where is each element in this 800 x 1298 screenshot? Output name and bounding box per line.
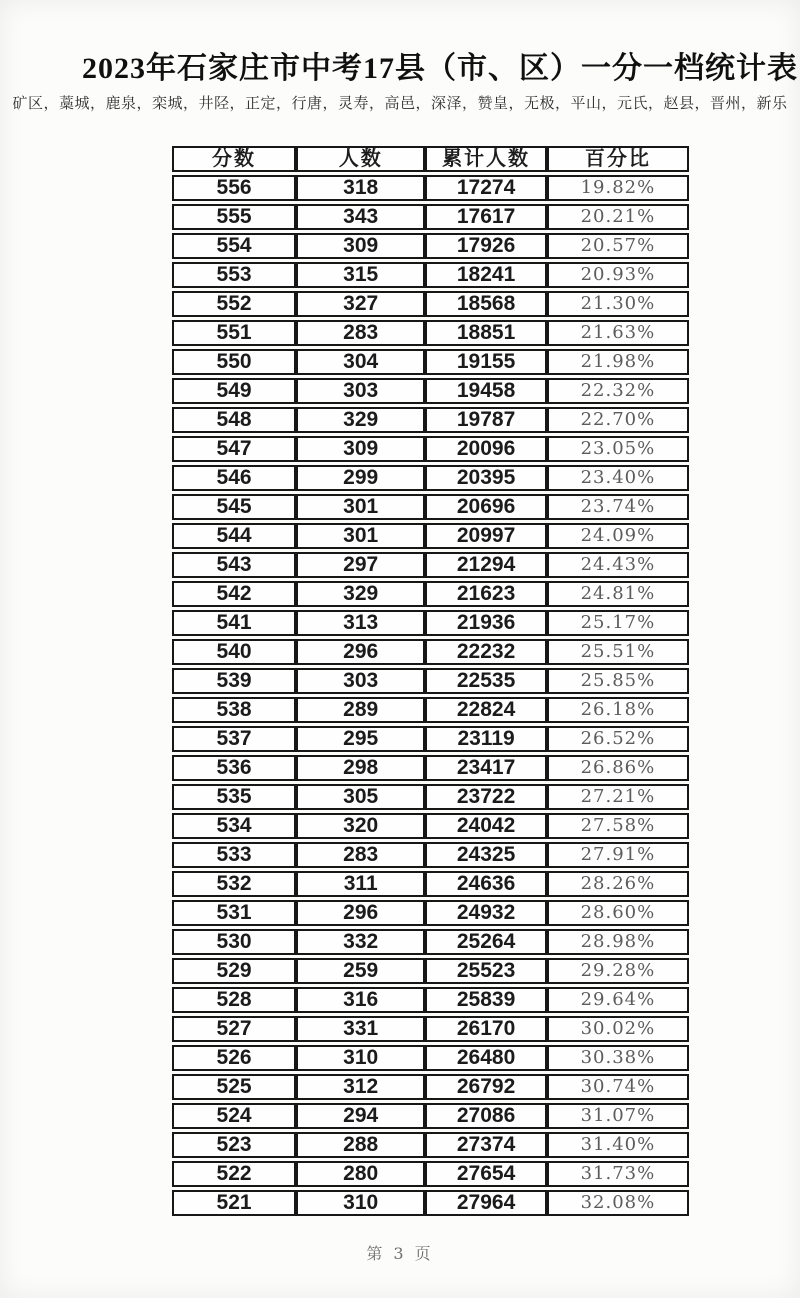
table-row: [172, 813, 689, 839]
count-cell: 310: [296, 1190, 425, 1216]
table-row: [172, 204, 689, 230]
score-cell: 538: [172, 697, 296, 723]
count-cell: 311: [296, 871, 425, 897]
score-cell: 548: [172, 407, 296, 433]
score-header: 分数: [172, 146, 296, 172]
table-row: [172, 1074, 689, 1100]
percentage-cell: 27.58%: [547, 813, 689, 839]
cumulative-cell: 21623: [425, 581, 546, 607]
count-cell: 318: [296, 175, 425, 201]
percentage-cell: 30.38%: [547, 1045, 689, 1071]
count-cell: 259: [296, 958, 425, 984]
score-cell: 540: [172, 639, 296, 665]
score-cell: 525: [172, 1074, 296, 1100]
count-cell: 312: [296, 1074, 425, 1100]
score-cell: 531: [172, 900, 296, 926]
table-row: [172, 262, 689, 288]
percentage-cell: 25.51%: [547, 639, 689, 665]
count-cell: 309: [296, 436, 425, 462]
cumulative-cell: 20395: [425, 465, 546, 491]
table-row: [172, 494, 689, 520]
score-cell: 547: [172, 436, 296, 462]
table-row: [172, 378, 689, 404]
table-row: [172, 349, 689, 375]
count-cell: 329: [296, 581, 425, 607]
count-cell: 331: [296, 1016, 425, 1042]
count-cell: 289: [296, 697, 425, 723]
score-cell: 532: [172, 871, 296, 897]
score-cell: 529: [172, 958, 296, 984]
cumulative-cell: 27964: [425, 1190, 546, 1216]
table-row: [172, 639, 689, 665]
score-cell: 553: [172, 262, 296, 288]
cumulative-cell: 22535: [425, 668, 546, 694]
count-cell: 283: [296, 320, 425, 346]
score-cell: 545: [172, 494, 296, 520]
count-cell: 332: [296, 929, 425, 955]
percentage-cell: 23.05%: [547, 436, 689, 462]
cumulative-cell: 22824: [425, 697, 546, 723]
table-row: [172, 871, 689, 897]
cumulative-cell: 19155: [425, 349, 546, 375]
count-cell: 296: [296, 900, 425, 926]
cumulative-cell: 21294: [425, 552, 546, 578]
table-row: [172, 523, 689, 549]
table-row: [172, 784, 689, 810]
cumulative-cell: 24325: [425, 842, 546, 868]
count-cell: 297: [296, 552, 425, 578]
percentage-cell: 26.52%: [547, 726, 689, 752]
table-row: [172, 1132, 689, 1158]
cumulative-cell: 24042: [425, 813, 546, 839]
score-table: [172, 143, 689, 1219]
page-title: 2023年石家庄市中考17县（市、区）一分一档统计表: [82, 52, 798, 85]
count-cell: 280: [296, 1161, 425, 1187]
percentage-cell: 21.63%: [547, 320, 689, 346]
cumulative-cell: 17274: [425, 175, 546, 201]
score-cell: 539: [172, 668, 296, 694]
percentage-cell: 20.93%: [547, 262, 689, 288]
count-cell: 283: [296, 842, 425, 868]
score-cell: 555: [172, 204, 296, 230]
percentage-cell: 21.98%: [547, 349, 689, 375]
score-cell: 541: [172, 610, 296, 636]
score-cell: 549: [172, 378, 296, 404]
page-footer: 第 3 页: [366, 1244, 434, 1263]
count-cell: 316: [296, 987, 425, 1013]
cumulative-cell: 27374: [425, 1132, 546, 1158]
count-cell: 305: [296, 784, 425, 810]
cumulative-cell: 27654: [425, 1161, 546, 1187]
table-row: [172, 842, 689, 868]
table-row: [172, 291, 689, 317]
table-row: [172, 958, 689, 984]
cumulative-cell: 25523: [425, 958, 546, 984]
percentage-cell: 28.26%: [547, 871, 689, 897]
score-cell: 521: [172, 1190, 296, 1216]
cumulative-cell: 17617: [425, 204, 546, 230]
percentage-cell: 32.08%: [547, 1190, 689, 1216]
count-cell: 303: [296, 668, 425, 694]
count-cell: 315: [296, 262, 425, 288]
percentage-cell: 27.21%: [547, 784, 689, 810]
count-cell: 329: [296, 407, 425, 433]
percentage-cell: 29.28%: [547, 958, 689, 984]
count-header: 人数: [296, 146, 425, 172]
score-cell: 543: [172, 552, 296, 578]
percentage-cell: 24.43%: [547, 552, 689, 578]
percentage-cell: 23.40%: [547, 465, 689, 491]
cumulative-cell: 18568: [425, 291, 546, 317]
table-row: [172, 233, 689, 259]
percentage-cell: 19.82%: [547, 175, 689, 201]
cumulative-cell: 24636: [425, 871, 546, 897]
score-cell: 552: [172, 291, 296, 317]
percentage-cell: 31.07%: [547, 1103, 689, 1129]
table-row: [172, 1045, 689, 1071]
count-cell: 299: [296, 465, 425, 491]
cumulative-cell: 20696: [425, 494, 546, 520]
count-cell: 309: [296, 233, 425, 259]
table-row: [172, 320, 689, 346]
percentage-cell: 21.30%: [547, 291, 689, 317]
cumulative-cell: 20096: [425, 436, 546, 462]
count-cell: 296: [296, 639, 425, 665]
score-cell: 550: [172, 349, 296, 375]
cumulative-cell: 21936: [425, 610, 546, 636]
percentage-cell: 22.70%: [547, 407, 689, 433]
score-cell: 554: [172, 233, 296, 259]
cumulative-cell: 25839: [425, 987, 546, 1013]
table-row: [172, 552, 689, 578]
percentage-cell: 29.64%: [547, 987, 689, 1013]
count-cell: 298: [296, 755, 425, 781]
cumulative-cell: 18851: [425, 320, 546, 346]
cumulative-cell: 20997: [425, 523, 546, 549]
percentage-cell: 27.91%: [547, 842, 689, 868]
count-cell: 320: [296, 813, 425, 839]
cumulative-cell: 17926: [425, 233, 546, 259]
percentage-cell: 22.32%: [547, 378, 689, 404]
score-cell: 534: [172, 813, 296, 839]
cumulative-cell: 23417: [425, 755, 546, 781]
count-cell: 295: [296, 726, 425, 752]
table-row: [172, 900, 689, 926]
table-row: [172, 697, 689, 723]
percentage-cell: 25.85%: [547, 668, 689, 694]
table-row: [172, 755, 689, 781]
score-cell: 536: [172, 755, 296, 781]
score-cell: 542: [172, 581, 296, 607]
cumulative-cell: 27086: [425, 1103, 546, 1129]
table-row: [172, 668, 689, 694]
percentage-cell: 30.02%: [547, 1016, 689, 1042]
cumulative-cell: 22232: [425, 639, 546, 665]
count-cell: 304: [296, 349, 425, 375]
score-cell: 523: [172, 1132, 296, 1158]
percentage-cell: 26.86%: [547, 755, 689, 781]
table-row: [172, 610, 689, 636]
score-cell: 527: [172, 1016, 296, 1042]
table-row: [172, 1190, 689, 1216]
score-cell: 526: [172, 1045, 296, 1071]
table-row: [172, 581, 689, 607]
count-cell: 301: [296, 494, 425, 520]
cumulative-cell: 26480: [425, 1045, 546, 1071]
count-cell: 303: [296, 378, 425, 404]
score-cell: 528: [172, 987, 296, 1013]
percentage-cell: 31.40%: [547, 1132, 689, 1158]
score-cell: 556: [172, 175, 296, 201]
score-cell: 535: [172, 784, 296, 810]
percentage-cell: 28.60%: [547, 900, 689, 926]
table-row: [172, 436, 689, 462]
score-cell: 530: [172, 929, 296, 955]
count-cell: 294: [296, 1103, 425, 1129]
cumulative-cell: 25264: [425, 929, 546, 955]
table-row: [172, 1103, 689, 1129]
percentage-cell: 26.18%: [547, 697, 689, 723]
score-cell: 522: [172, 1161, 296, 1187]
table-row: [172, 1016, 689, 1042]
cumulative-header: 累计人数: [425, 146, 546, 172]
cumulative-cell: 23722: [425, 784, 546, 810]
score-cell: 537: [172, 726, 296, 752]
count-cell: 310: [296, 1045, 425, 1071]
cumulative-cell: 24932: [425, 900, 546, 926]
percentage-cell: 20.57%: [547, 233, 689, 259]
cumulative-cell: 26792: [425, 1074, 546, 1100]
score-cell: 544: [172, 523, 296, 549]
score-cell: 551: [172, 320, 296, 346]
score-cell: 533: [172, 842, 296, 868]
percentage-cell: 24.81%: [547, 581, 689, 607]
cumulative-cell: 26170: [425, 1016, 546, 1042]
percentage-cell: 20.21%: [547, 204, 689, 230]
table-row: [172, 175, 689, 201]
table-row: [172, 987, 689, 1013]
count-cell: 343: [296, 204, 425, 230]
table-row: [172, 407, 689, 433]
percentage-cell: 30.74%: [547, 1074, 689, 1100]
table-header-row: [172, 146, 689, 172]
percentage-cell: 31.73%: [547, 1161, 689, 1187]
count-cell: 313: [296, 610, 425, 636]
percentage-cell: 28.98%: [547, 929, 689, 955]
percentage-header: 百分比: [547, 146, 689, 172]
percentage-cell: 24.09%: [547, 523, 689, 549]
percentage-cell: 23.74%: [547, 494, 689, 520]
table-row: [172, 929, 689, 955]
cumulative-cell: 18241: [425, 262, 546, 288]
table-body: [172, 175, 689, 1216]
cumulative-cell: 19787: [425, 407, 546, 433]
percentage-cell: 25.17%: [547, 610, 689, 636]
cumulative-cell: 23119: [425, 726, 546, 752]
cumulative-cell: 19458: [425, 378, 546, 404]
table-row: [172, 465, 689, 491]
table-row: [172, 1161, 689, 1187]
score-cell: 546: [172, 465, 296, 491]
count-cell: 327: [296, 291, 425, 317]
count-cell: 288: [296, 1132, 425, 1158]
table-row: [172, 726, 689, 752]
count-cell: 301: [296, 523, 425, 549]
score-cell: 524: [172, 1103, 296, 1129]
page-subtitle: 矿区，藁城，鹿泉，栾城，井陉，正定，行唐，灵寿，高邑，深泽，赞皇，无极，平山，元氏，赵县，晋州，新乐: [12, 96, 788, 112]
